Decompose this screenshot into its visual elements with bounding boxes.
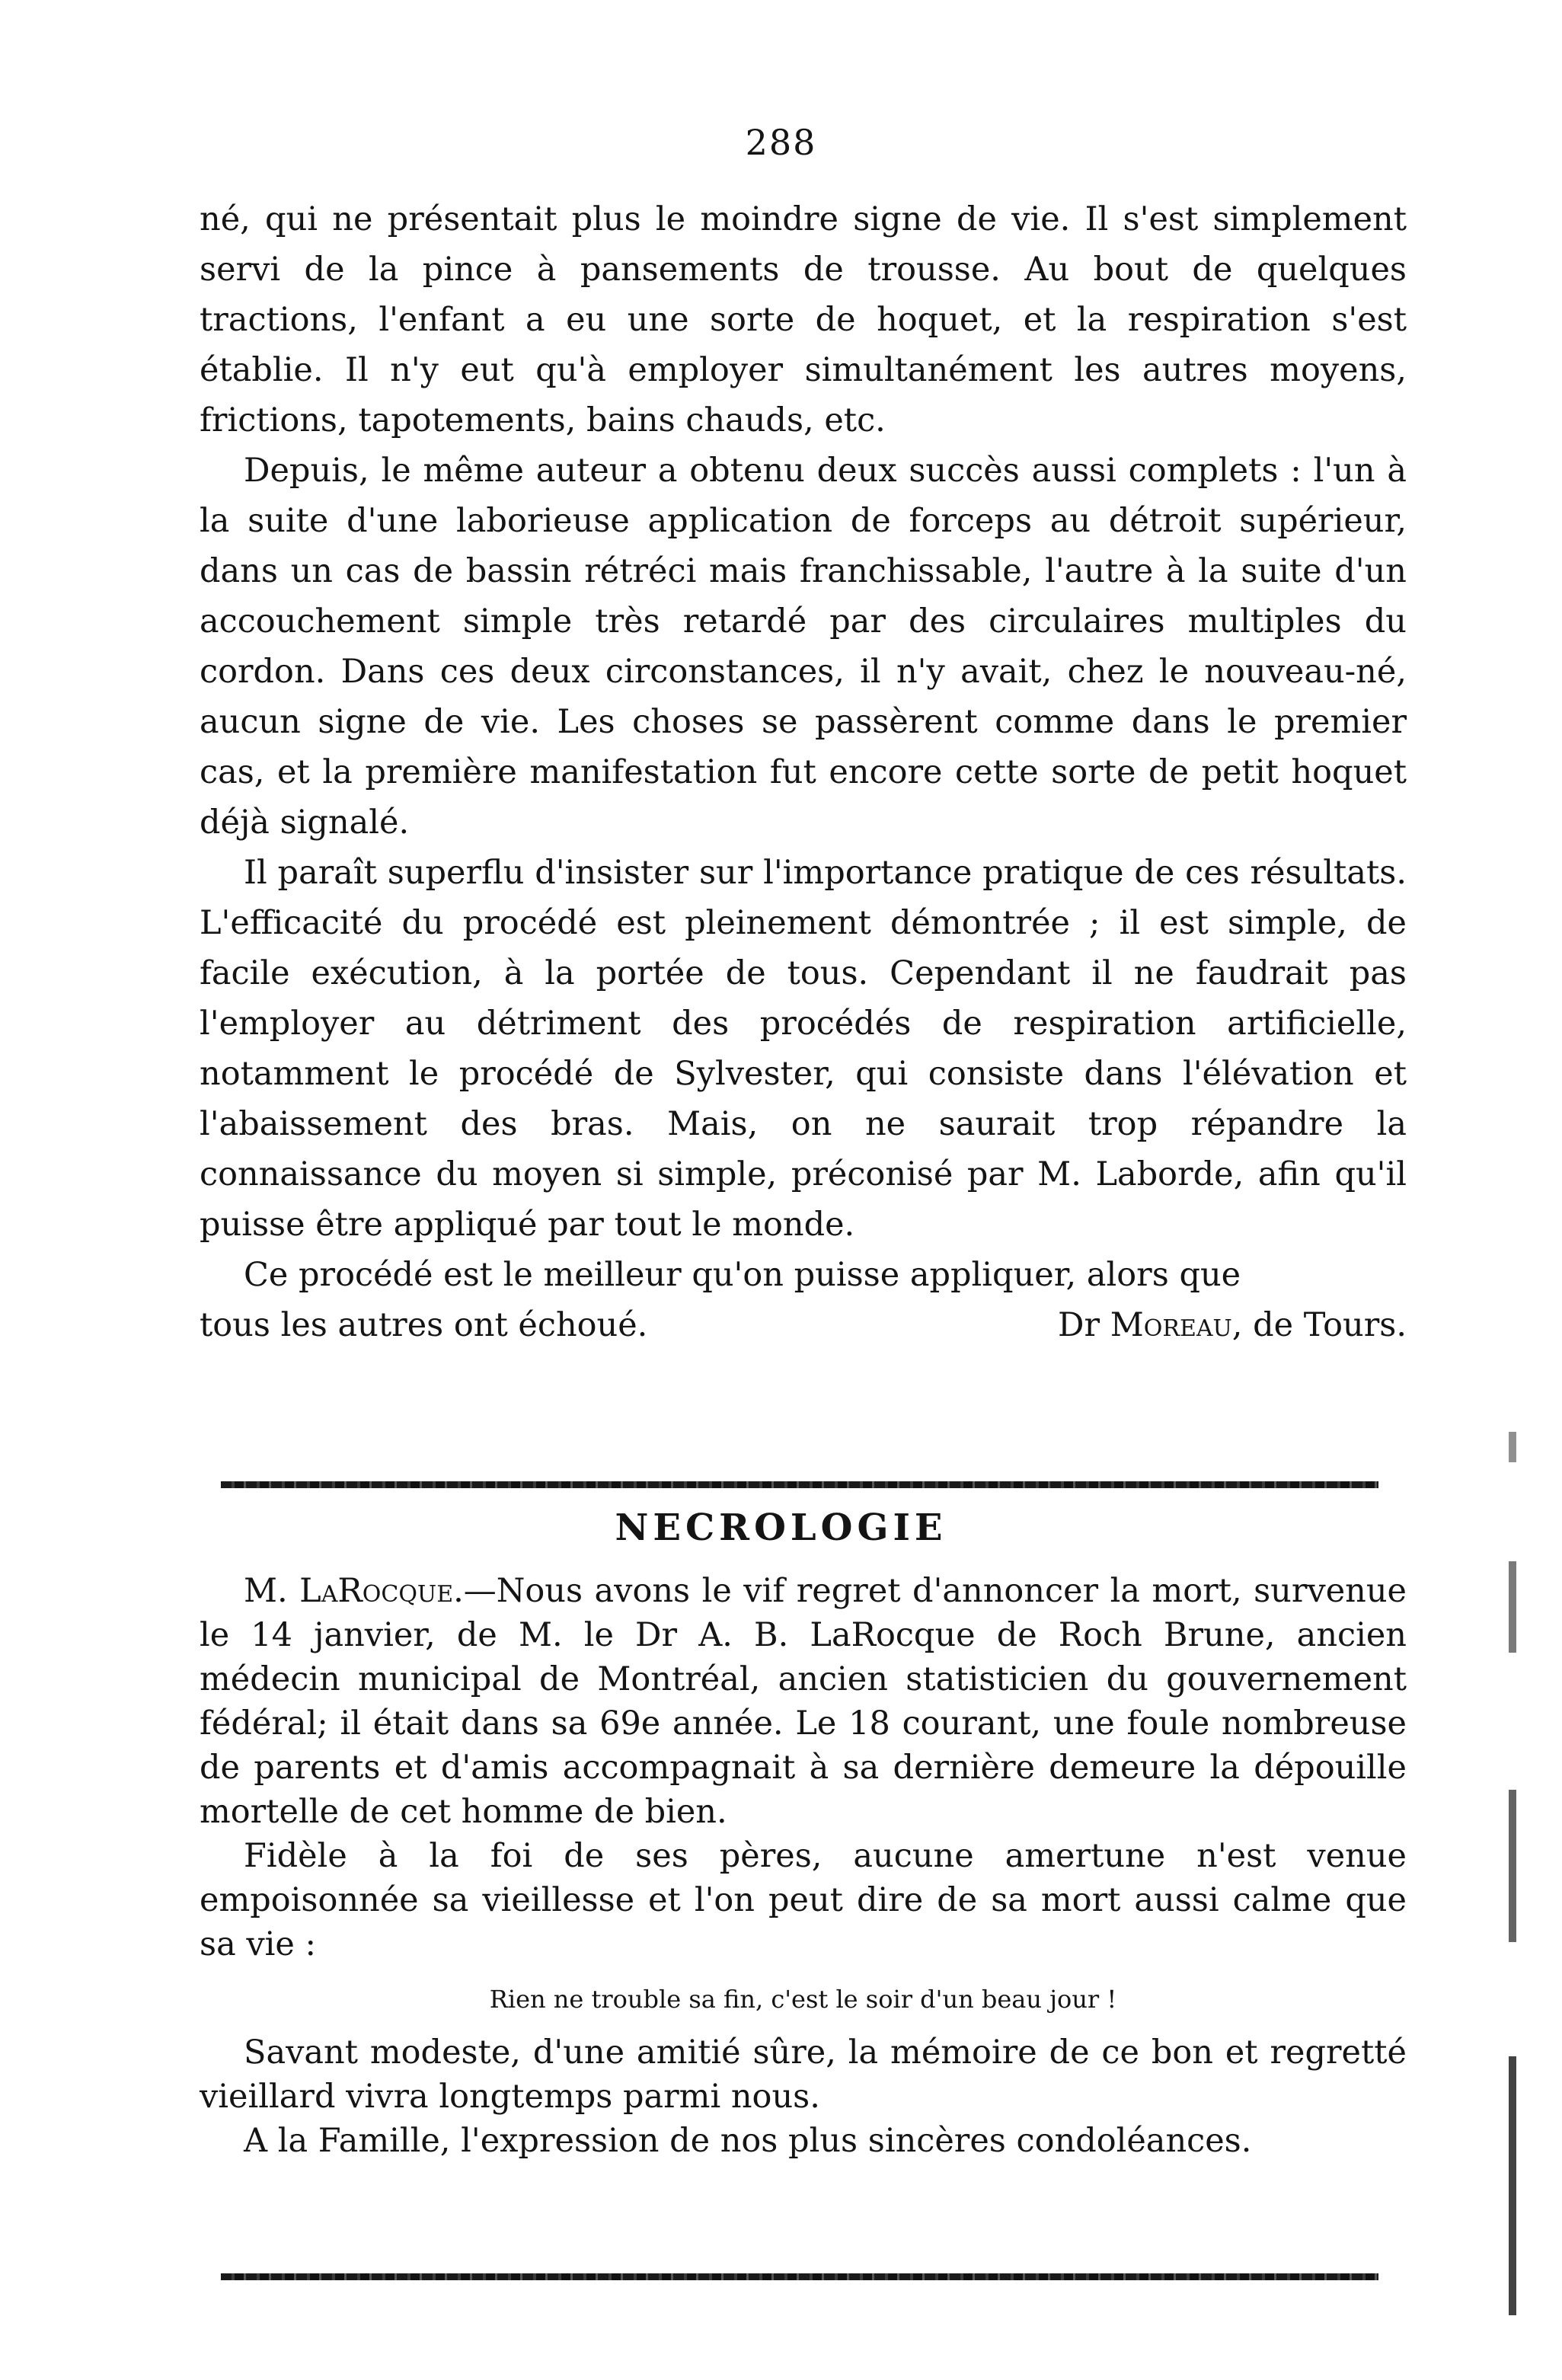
obituary-text: —Nous avons le vif regret d'annoncer la mort, survenue le 14 janvier, de M. le Dr A. B. LaRocque de Roch Brune, ancien médecin municipal de Montréal, ancien statisticien du gouvernement fédéral; il était dans sa 69e année. Le 18 courant, une foule nombreuse de parents et d'amis accompagnait à sa dernière demeure la dépouille mortelle de cet homme de bien.: [200, 1572, 1407, 1831]
page-number: 288: [745, 122, 817, 163]
author-signature: [1058, 1300, 1407, 1350]
paragraph: A la Famille, l'expression de nos plus sincères condoléances.: [244, 2122, 1252, 2160]
paragraph: Savant modeste, d'une amitié sûre, la mémoire de ce bon et regretté vieillard vivra longtemps parmi nous.: [200, 2033, 1407, 2116]
obituary-subject: M. LaRocque.: [244, 1572, 464, 1610]
author-title: Dr: [1058, 1306, 1110, 1344]
section-divider: [221, 2273, 1378, 2280]
paragraph: Fidèle à la foi de ses pères, aucune amertune n'est venue empoisonnée sa vieillesse et l'on peut dire de sa mort aussi calme que sa vie :: [200, 1837, 1407, 1963]
scan-edge-mark: [1509, 1432, 1516, 1462]
paragraph: Depuis, le même auteur a obtenu deux succès aussi complets : l'un à la suite d'une laborieuse application de forceps au détroit supérieur, dans un cas de bassin rétréci mais franchissable, l'autre à la suite d'un accouchement simple très retardé par des circulaires multiples du cordon. Dans ces deux circonstances, il n'y avait, chez le nouveau-né, aucun signe de vie. Les choses se passèrent comme dans le premier cas, et la première manifestation fut encore cette sorte de petit hoquet déjà signalé.: [200, 452, 1407, 842]
section-heading: NECROLOGIE: [615, 1506, 947, 1549]
scan-edge-mark: [1509, 2056, 1516, 2315]
paragraph: Il paraît superflu d'insister sur l'importance pratique de ces résultats. L'efficacité du procédé est pleinement démontrée ; il est simple, de facile exécution, à la portée de tous. Cependant il ne faudrait pas l'employer au détriment des procédés de respiration artificielle, notamment le procédé de Sylvester, qui consiste dans l'élévation et l'abaissement des bras. Mais, on ne saurait trop répandre la connaissance du moyen si simple, préconisé par M. Laborde, afin qu'il puisse être appliqué par tout le monde.: [200, 854, 1407, 1244]
scan-edge-mark: [1509, 1561, 1516, 1653]
verse-quote: Rien ne trouble sa fin, c'est le soir d'un beau jour !: [489, 1985, 1117, 2014]
author-location: , de Tours.: [1231, 1306, 1407, 1344]
closing-line: [200, 1300, 1407, 1350]
article-body: [200, 194, 1407, 1350]
section-divider: [221, 1481, 1378, 1488]
author-name: Moreau: [1110, 1306, 1232, 1344]
scan-edge-mark: [1509, 1790, 1516, 1942]
paragraph: Ce procédé est le meilleur qu'on puisse appliquer, alors que: [244, 1256, 1241, 1294]
obituary-body: [200, 1569, 1407, 2163]
closing-text: tous les autres ont échoué.: [200, 1306, 648, 1344]
paragraph: [200, 1569, 1407, 1834]
paragraph: né, qui ne présentait plus le moindre signe de vie. Il s'est simplement servi de la pince à pansements de trousse. Au bout de quelques tractions, l'enfant a eu une sorte de hoquet, et la respiration s'est établie. Il n'y eut qu'à employer simultanément les autres moyens, frictions, tapotements, bains chauds, etc.: [200, 200, 1407, 439]
